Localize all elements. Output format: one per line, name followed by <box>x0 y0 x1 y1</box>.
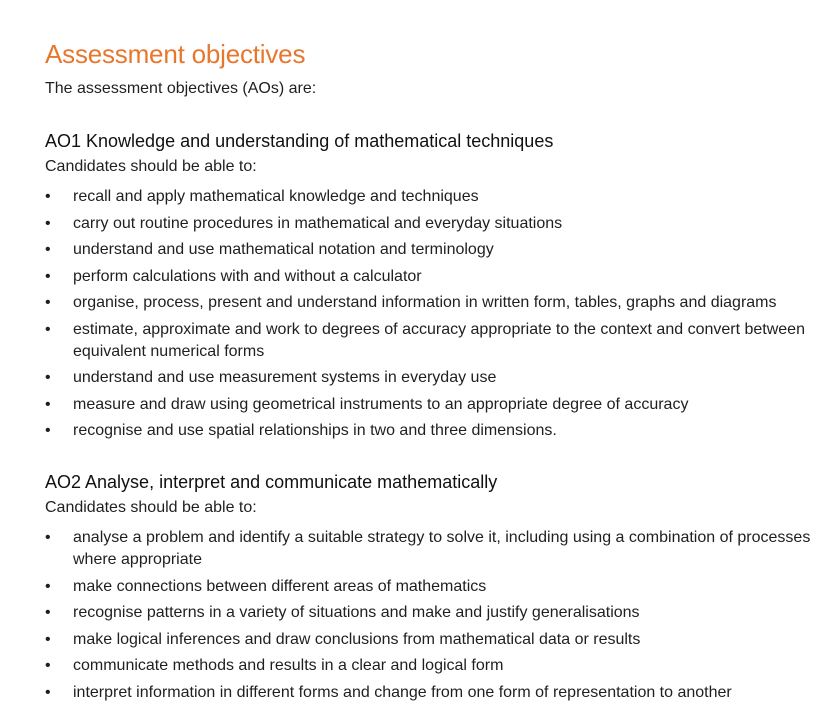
list-item <box>45 420 835 442</box>
bullet-icon: • <box>45 395 51 413</box>
section-heading: AO1 Knowledge and understanding of mathematical techniques <box>45 131 554 151</box>
list-item-text: recognise patterns in a variety of situations and make and justify generalisations <box>73 604 640 621</box>
bullet-icon: • <box>45 604 51 621</box>
list-item <box>45 682 835 704</box>
list-item <box>45 292 835 314</box>
list-item <box>45 655 835 677</box>
bullet-icon: • <box>45 577 51 595</box>
list-item-text: measure and draw using geometrical instruments to an appropriate degree of accuracy <box>73 395 689 413</box>
list-item <box>45 266 835 288</box>
list-item <box>45 319 835 363</box>
bullet-icon: • <box>45 683 51 701</box>
list-item-text: recall and apply mathematical knowledge and techniques <box>73 188 479 205</box>
list-item <box>45 576 835 598</box>
bullet-icon: • <box>45 214 51 232</box>
section-heading: AO2 Analyse, interpret and communicate mathematically <box>45 472 498 492</box>
section-lead: Candidates should be able to: <box>45 158 257 175</box>
objectives-list <box>45 527 835 704</box>
list-item-text: organise, process, present and understand information in written form, tables, graphs and diagrams <box>73 294 777 311</box>
section-ao2 <box>45 470 835 704</box>
list-item-text: interpret information in different forms and change from one form of representation to another <box>73 683 732 701</box>
bullet-icon: • <box>45 188 51 205</box>
document-page <box>45 36 835 708</box>
list-item-text: understand and use mathematical notation and terminology <box>73 241 494 258</box>
section-ao1 <box>45 129 835 442</box>
bullet-icon: • <box>45 294 51 311</box>
list-item-text: estimate, approximate and work to degrees of accuracy appropriate to the context and convert between equivalent numerical forms <box>73 320 805 360</box>
intro-text: The assessment objectives (AOs) are: <box>45 80 317 97</box>
bullet-icon: • <box>45 657 51 674</box>
page-title: Assessment objectives <box>45 39 306 69</box>
list-item-text: understand and use measurement systems in everyday use <box>73 369 497 386</box>
list-item <box>45 213 835 235</box>
bullet-icon: • <box>45 241 51 258</box>
bullet-icon: • <box>45 630 51 648</box>
bullet-icon: • <box>45 320 51 338</box>
bullet-icon: • <box>45 369 51 386</box>
list-item-text: make logical inferences and draw conclusions from mathematical data or results <box>73 630 641 648</box>
list-item <box>45 602 835 624</box>
list-item-text: recognise and use spatial relationships in two and three dimensions. <box>73 422 557 439</box>
list-item <box>45 239 835 261</box>
list-item-text: carry out routine procedures in mathematical and everyday situations <box>73 214 563 232</box>
list-item-text: analyse a problem and identify a suitable strategy to solve it, including using a combination of processes where appropriate <box>73 529 811 568</box>
list-item-text: communicate methods and results in a clear and logical form <box>73 657 504 674</box>
list-item <box>45 367 835 389</box>
section-lead: Candidates should be able to: <box>45 499 257 516</box>
list-item <box>45 394 835 416</box>
list-item <box>45 527 835 571</box>
bullet-icon: • <box>45 529 51 546</box>
objectives-list <box>45 186 835 442</box>
list-item-text: make connections between different areas of mathematics <box>73 577 487 595</box>
list-item <box>45 629 835 651</box>
bullet-icon: • <box>45 267 51 285</box>
list-item-text: perform calculations with and without a calculator <box>73 267 422 285</box>
list-item <box>45 186 835 208</box>
bullet-icon: • <box>45 422 51 439</box>
